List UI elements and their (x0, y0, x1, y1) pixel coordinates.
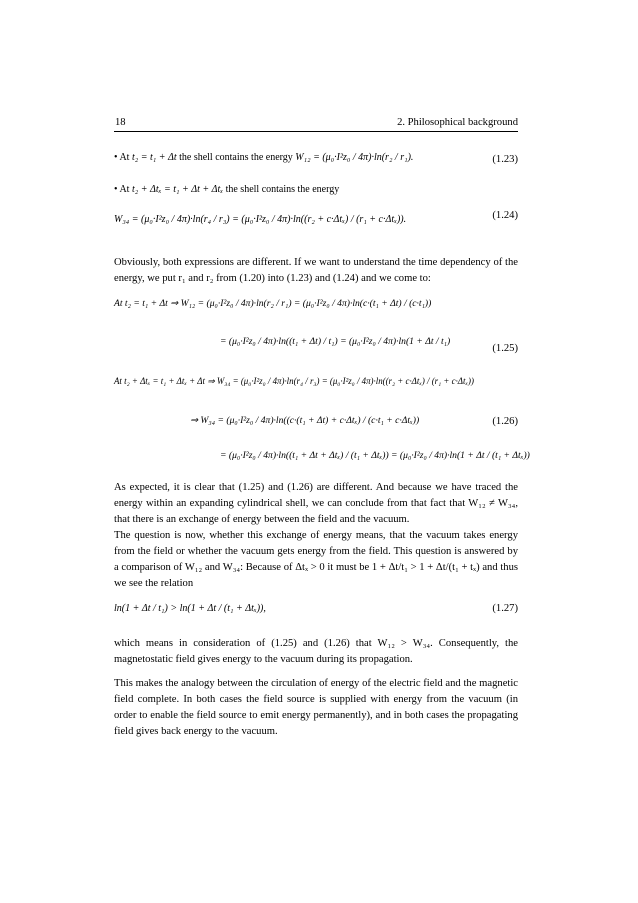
paragraph-1: Obviously, both expressions are different. If we want to understand the time dependency of the energy, we put r₁ and r₂ from (1.20) into (1.23) and (1.24) and we come to: (114, 257, 518, 284)
equation-1-25-line-1: At t₂ = t₁ + Δt ⇒ W₁₂ = (μ₀·I²z₀ / 4π)·ln(r₂ / r₁) = (μ₀·I²z₀ / 4π)·ln(c·(t₁ + Δt) / (c·t₁)) (114, 298, 432, 309)
equation-1-26-line-1: At t₂ + Δtₓ = t₁ + Δtₓ + Δt ⇒ W₃₄ = (μ₀·I²z₀ / 4π)·ln(r₄ / r₃) = (μ₀·I²z₀ / 4π)·ln((r₂ + c·Δtₓ) / (r₁ + c·Δtₓ)) (114, 376, 474, 386)
bullet-2 (114, 184, 339, 195)
bullet-2-text: the shell contains the energy (225, 184, 340, 195)
equation-1-26-line-2: ⇒ W₃₄ = (μ₀·I²z₀ / 4π)·ln((c·(t₁ + Δt) + c·Δtₓ) / (c·t₁ + c·Δtₓ)) (190, 415, 420, 426)
bullet-1-prefix: • At (114, 152, 130, 163)
bullet-1-text: the shell contains the energy (179, 152, 293, 163)
paragraph-4: which means in consideration of (1.25) and (1.26) that W₁₂ > W₃₄. Consequently, the magnetostatic field gives energy to the vacuum during its propagation. (114, 638, 518, 665)
equation-1-26-line-3: = (μ₀·I²z₀ / 4π)·ln((t₁ + Δt + Δtₓ) / (t₁ + Δtₓ)) = (μ₀·I²z₀ / 4π)·ln(1 + Δt / (t₁ + Δtₓ)) (220, 450, 530, 461)
page-number: 18 (115, 117, 126, 128)
header-rule (114, 131, 518, 132)
equation-number-1-23: (1.23) (492, 154, 518, 165)
equation-1-25-line-2: = (μ₀·I²z₀ / 4π)·ln((t₁ + Δt) / t₁) = (μ₀·I²z₀ / 4π)·ln(1 + Δt / t₁) (220, 336, 451, 347)
equation-number-1-25: (1.25) (492, 343, 518, 354)
equation-1-27: ln(1 + Δt / t₁) > ln(1 + Δt / (t₁ + Δtₓ)), (114, 603, 266, 614)
bullet-1 (114, 152, 413, 163)
bullet-1-condition: t₂ = t₁ + Δt (131, 152, 177, 163)
running-header: 2. Philosophical background (397, 117, 518, 128)
equation-number-1-26: (1.26) (492, 416, 518, 427)
equation-1-23: W₁₂ = (μ₀·I²z₀ / 4π)·ln(r₂ / r₁). (295, 152, 414, 163)
paragraph-5: This makes the analogy between the circulation of energy of the electric field and the magnetic field complete. In both cases the field source is supplied with energy from the vacuum (in order to enable the field source to emit energy permanently), and in both cases the propagating field gives back energy to the vacuum. (114, 678, 518, 737)
bullet-2-prefix: • At (114, 184, 130, 195)
bullet-2-condition: t₂ + Δtₓ = t₁ + Δt + Δtₓ (131, 184, 224, 195)
equation-number-1-27: (1.27) (492, 603, 518, 614)
equation-number-1-24: (1.24) (492, 210, 518, 221)
paragraph-3: The question is now, whether this exchange of energy means, that the vacuum takes energy from the field or whether the vacuum gets energy from the field. This question is answered by a comparison of W₁₂ and W₃₄: Because of Δtₓ > 0 it must be 1 + Δt/t₁ > 1 + Δt/(t₁ + tₓ) and thus we see the relation (114, 530, 518, 589)
equation-1-24: W₃₄ = (μ₀·I²z₀ / 4π)·ln(r₄ / r₃) = (μ₀·I²z₀ / 4π)·ln((r₂ + c·Δtₓ) / (r₁ + c·Δtₓ)). (114, 214, 407, 225)
paragraph-2: As expected, it is clear that (1.25) and (1.26) are different. And because we have traced the energy within an expanding cylindrical shell, we can conclude from that fact that W₁₂ ≠ W₃₄, that there is an exchange of energy between the field and the vacuum. (114, 482, 518, 525)
